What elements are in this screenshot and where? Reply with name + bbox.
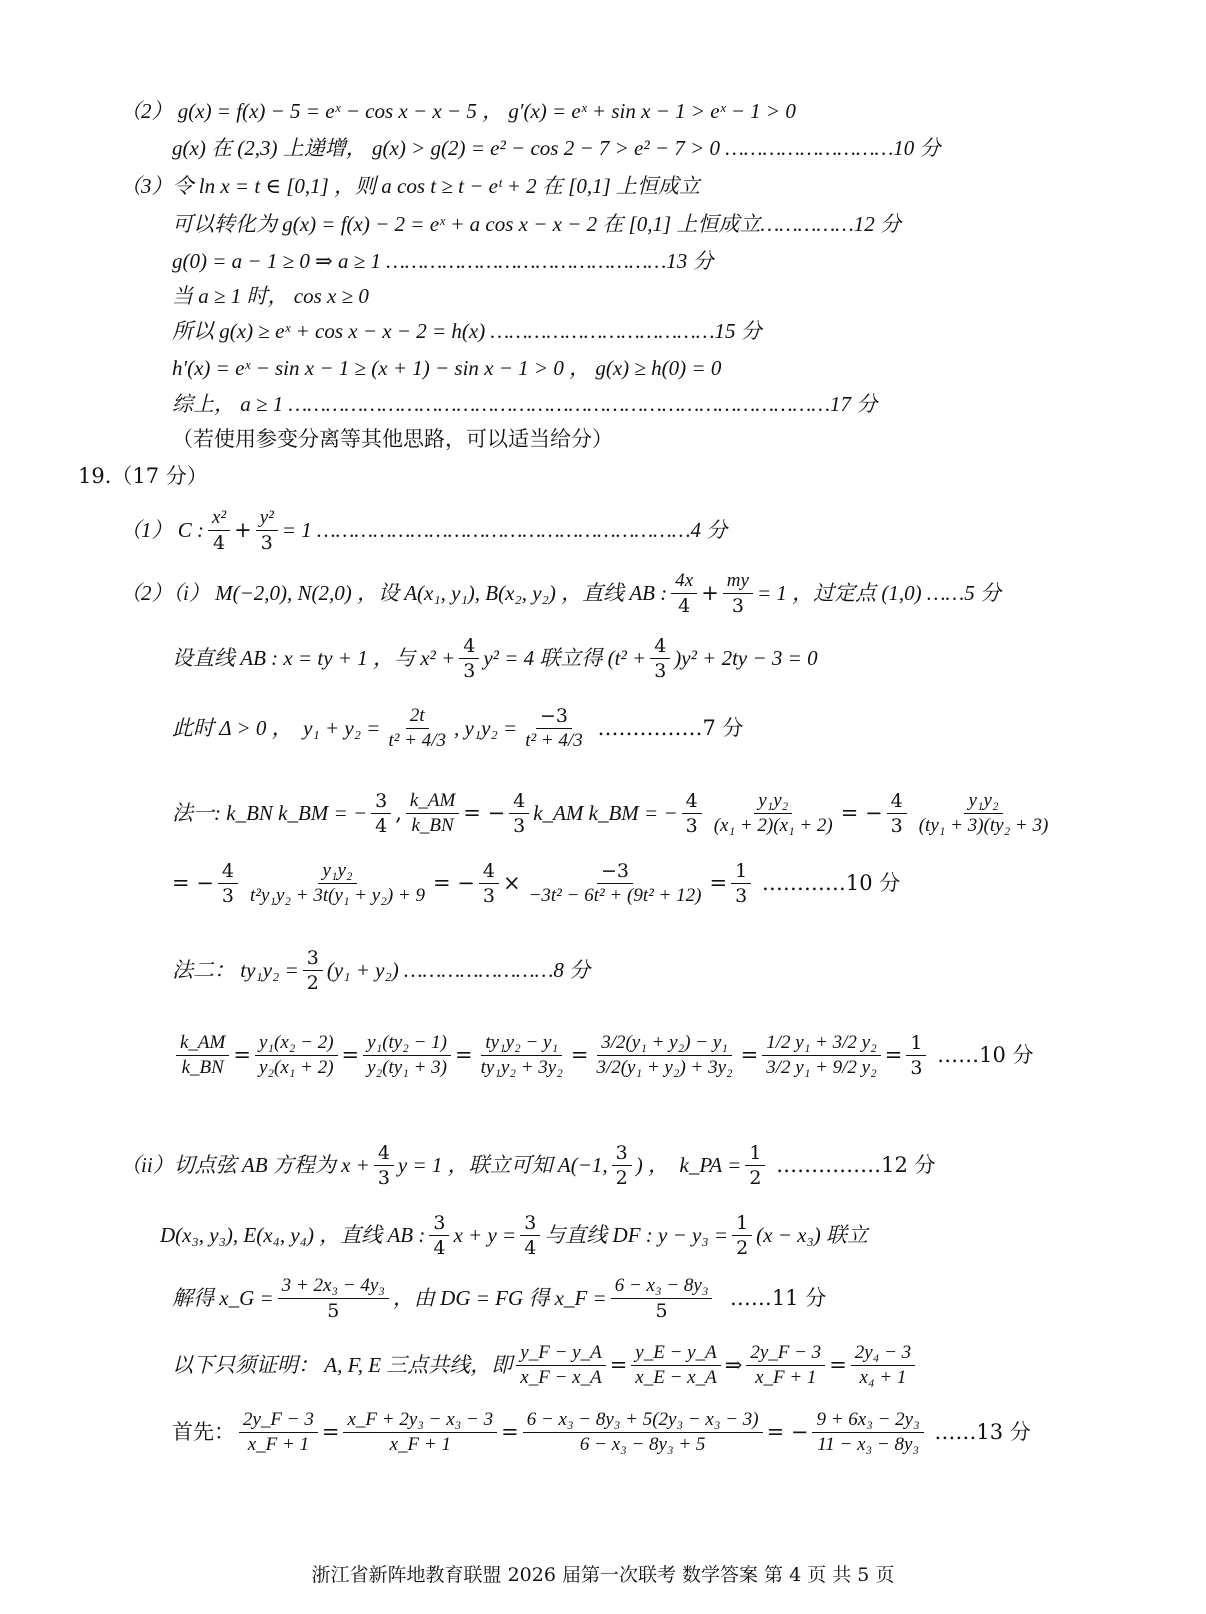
- q18-3-line8: （若使用参变分离等其他思路，可以适当给分）: [172, 427, 613, 451]
- frac: $\frac{my}{3}$: [723, 569, 753, 618]
- frac: $\frac{\text{ty₁y₂ − y₁}}{\text{ty₁y₂ + 3y₂}}$: [480, 1031, 563, 1078]
- q19-line5: 法一: k_BN k_BM = − $\frac{3}{4}$ , $\frac{k\_AM}{k\_BN}$ = − $\frac{4}{3}$ k_AM k_BM = − $\frac{4}{3}$ $\frac{\text{y₁y₂}}{\text{(x₁ + 2)(x₁ + 2)}}$ = − $\frac{4}{3}$ $\frac{\text{y₁y₂}}{\text{(ty₁ + 3)(ty₂ + 3)}}$: [172, 778, 1056, 848]
- frac: $\frac{1}{3}$: [906, 1031, 926, 1080]
- q18-3-line2: 可以转化为 g(x) = f(x) − 2 = eˣ + a cos x − x − 2 在 [0,1] 上恒成立……………12 分: [172, 212, 902, 236]
- frac: $\frac{y\_F - y\_A}{x\_F - x\_A}$: [516, 1341, 605, 1390]
- frac: $\frac{y\_E - y\_A}{x\_E - x\_A}$: [631, 1341, 720, 1390]
- frac: $\frac{1}{3}$: [731, 859, 751, 908]
- frac: $\frac{1}{2}$: [732, 1211, 752, 1260]
- frac: $\frac{\text{y₁(ty₂ − 1)}}{\text{y₂(ty₁ + 3)}}$: [363, 1031, 451, 1080]
- frac: $\frac{\text{y²}}{3}$: [256, 506, 278, 555]
- frac: $\frac{2t}{\text{t² + 4/3}}$: [388, 704, 447, 751]
- q18-3-line4: 当 a ≥ 1 时， cos x ≥ 0: [172, 284, 369, 308]
- q19-line10: D(x₃, y₃), E(x₄, y₄) ，直线 AB : $\frac{3}{4}$ x + y = $\frac{3}{4}$ 与直线 DF : y − y₃ = $\frac{1}{2}$ (x − x₃) 联立: [160, 1211, 869, 1259]
- frac: $\frac{\text{6 − x₃ − 8y₃ + 5(2y₃ − x₃ − 3)}}{\text{6 − x₃ − 8y₃ + 5}}$: [523, 1408, 763, 1457]
- frac: $\frac{\text{x²}}{4}$: [208, 506, 230, 555]
- frac: $\frac{4}{3}$: [479, 859, 499, 908]
- frac: $\frac{k\_AM}{k\_BN}$: [176, 1031, 229, 1080]
- frac: $\frac{4}{3}$: [218, 859, 238, 908]
- page-footer: 浙江省新阵地教育联盟 2026 届第一次联考 数学答案 第 4 页 共 5 页: [311, 1564, 895, 1586]
- q19-line9: （ii）切点弦 AB 方程为 x + $\frac{4}{3}$ y = 1 ，联立可知 A(−1, $\frac{3}{2}$ ) ， k_PA = $\frac{1}{2}$ ……………12 分: [120, 1141, 936, 1189]
- frac: $\frac{4}{3}$: [374, 1141, 394, 1190]
- frac: $\frac{\text{2y₄ − 3}}{\text{x₄ + 1}}$: [851, 1341, 915, 1390]
- q19-part1: （1） C : $\frac{\text{x²}}{4}$ + $\frac{\text{y²}}{3}$ = 1 ……………………………………………………4 分: [120, 506, 728, 554]
- frac: $\frac{\text{3 + 2x₃ − 4y₃}}{5}$: [278, 1274, 389, 1323]
- frac: $\frac{\text{y₁(x₂ − 2)}}{\text{y₂(x₁ + 2)}}$: [255, 1031, 338, 1080]
- frac: $\frac{4x}{4}$: [671, 569, 697, 618]
- q19-part2-line1: （2）（i） M(−2,0), N(2,0) ，设 A(x₁, y₁), B(x₂, y₂) ，直线 AB : $\frac{4x}{4}$ + $\frac{my}{3}$ = 1 ，过定点 (1,0) ……5 分: [120, 569, 1001, 617]
- q18-3-line7: 综上， a ≥ 1 ……………………………………………………………………………17 分: [172, 392, 878, 416]
- frac: $\frac{3}{2}$: [303, 946, 323, 995]
- frac: $\frac{2y\_F - 3}{x\_F + 1}$: [746, 1341, 825, 1390]
- frac: $\frac{3}{2}$: [612, 1141, 632, 1190]
- q18-2-line1: （2） g(x) = f(x) − 5 = eˣ − cos x − x − 5 ， g′(x) = eˣ + sin x − 1 > eˣ − 1 > 0: [120, 99, 796, 123]
- frac: $\frac{\text{x\_F + 2y₃ − x₃ − 3}}{x\_F + 1}$: [343, 1408, 497, 1457]
- frac: $\frac{\text{y₁y₂}}{\text{(x₁ + 2)(x₁ + 2)}}$: [713, 789, 833, 836]
- frac: $\frac{\text{6 − x₃ − 8y₃}}{5}$: [611, 1274, 713, 1323]
- q18-3-line1: （3）令 ln x = t ∈ [0,1] ，则 a cos t ≥ t − eᵗ + 2 在 [0,1] 上恒成立: [120, 174, 701, 198]
- q19-line7: 法二： ty₁y₂ = $\frac{3}{2}$ (y₁ + y₂) ……………………8 分: [172, 946, 591, 994]
- q19-line12: 以下只须证明： A, F, E 三点共线，即 $\frac{y\_F - y\_A}{x\_F - x\_A}$ = $\frac{y\_E - y\_A}{x\_E - x\_A}$ ⇒ $\frac{2y\_F - 3}{x\_F + 1}$ = $\frac{\text{2y₄ − 3}}{\text{x₄ + 1}}$: [172, 1335, 919, 1395]
- frac: $\frac{-3}{\text{−3t² − 6t² + (9t² + 12)}}$: [528, 859, 702, 906]
- q19-line6: = − $\frac{4}{3}$ $\frac{\text{y₁y₂}}{\text{t²y₁y₂ + 3t(y₁ + y₂) + 9}}$ = − $\frac{4}{3}$ × $\frac{-3}{\text{−3t² − 6t² + (9t² + 12)}}$ = $\frac{1}{3}$ …………10 分: [172, 859, 901, 907]
- frac: $\frac{4}{3}$: [887, 789, 907, 838]
- frac: $\frac{4}{3}$: [650, 634, 670, 683]
- q18-3-line3: g(0) = a − 1 ≥ 0 ⇒ a ≥ 1 ………………………………………13 分: [172, 249, 714, 273]
- frac: $\frac{\text{3/2(y₁ + y₂) − y₁}}{\text{3/2(y₁ + y₂) + 3y₂}}$: [596, 1031, 733, 1078]
- frac: $\frac{3}{4}$: [520, 1211, 540, 1260]
- frac: $\frac{3}{4}$: [371, 789, 391, 838]
- q19-line13: 首先： $\frac{2y\_F - 3}{x\_F + 1}$ = $\frac{\text{x\_F + 2y₃ − x₃ − 3}}{x\_F + 1}$ = $\frac{\text{6 − x₃ − 8y₃ + 5(2y₃ − x₃ − 3)}}{\text{6 − x₃ − 8y₃ + 5}}$ = − $\frac{\text{9 + 6x₃ − 2y₃}}{\text{11 − x₃ − 8y₃}}$ ……13 分: [172, 1408, 1031, 1455]
- q19-line11: 解得 x_G = $\frac{\text{3 + 2x₃ − 4y₃}}{5}$ ，由 DG = FG 得 x_F = $\frac{\text{6 − x₃ − 8y₃}}{5}$ ……11 分: [172, 1274, 827, 1322]
- q19-line3: 设直线 AB : x = ty + 1 ，与 x² + $\frac{4}{3}$ y² = 4 联立得 (t² + $\frac{4}{3}$ )y² + 2ty − 3 = 0: [172, 634, 818, 682]
- q19-line4: 此时 Δ > 0 ， y₁ + y₂ = $\frac{2t}{\text{t² + 4/3}}$ , y₁y₂ = $\frac{-3}{\text{t² + 4/3}}$ ……………7 分: [172, 704, 744, 751]
- frac: $\frac{4}{3}$: [459, 634, 479, 683]
- q18-3-line6: h′(x) = eˣ − sin x − 1 ≥ (x + 1) − sin x − 1 > 0 ， g(x) ≥ h(0) = 0: [172, 356, 722, 380]
- frac: $\frac{\text{1/2 y₁ + 3/2 y₂}}{\text{3/2 y₁ + 9/2 y₂}}$: [762, 1031, 880, 1080]
- frac: $\frac{-3}{\text{t² + 4/3}}$: [525, 704, 583, 751]
- frac: $\frac{k\_AM}{k\_BN}$: [406, 789, 459, 838]
- frac: $\frac{2y\_F - 3}{x\_F + 1}$: [239, 1408, 318, 1457]
- frac: $\frac{1}{2}$: [745, 1141, 765, 1190]
- frac: $\frac{4}{3}$: [682, 789, 702, 838]
- frac: $\frac{\text{9 + 6x₃ − 2y₃}}{\text{11 − x₃ − 8y₃}}$: [812, 1408, 923, 1457]
- q18-2-line2: g(x) 在 (2,3) 上递增， g(x) > g(2) = e² − cos 2 − 7 > e² − 7 > 0 ………………………10 分: [172, 136, 941, 160]
- frac: $\frac{4}{3}$: [509, 789, 529, 838]
- q19-header: 19.（17 分）: [78, 464, 208, 488]
- q19-line8: $\frac{k\_AM}{k\_BN}$ = $\frac{\text{y₁(x₂ − 2)}}{\text{y₂(x₁ + 2)}}$ = $\frac{\text{y₁(ty₂ − 1)}}{\text{y₂(ty₁ + 3)}}$ = $\frac{\text{ty₁y₂ − y₁}}{\text{ty₁y₂ + 3y₂}}$ = $\frac{\text{3/2(y₁ + y₂) − y₁}}{\text{3/2(y₁ + y₂) + 3y₂}}$ = $\frac{\text{1/2 y₁ + 3/2 y₂}}{\text{3/2 y₁ + 9/2 y₂}}$ = $\frac{1}{3}$ ……10 分: [172, 1015, 1034, 1095]
- frac: $\frac{3}{4}$: [429, 1211, 449, 1260]
- q18-3-line5: 所以 g(x) ≥ eˣ + cos x − x − 2 = h(x) ………………………………15 分: [172, 319, 762, 343]
- frac: $\frac{\text{y₁y₂}}{\text{t²y₁y₂ + 3t(y₁ + y₂) + 9}}$: [249, 859, 425, 906]
- frac: $\frac{\text{y₁y₂}}{\text{(ty₁ + 3)(ty₂ + 3)}}$: [918, 789, 1049, 836]
